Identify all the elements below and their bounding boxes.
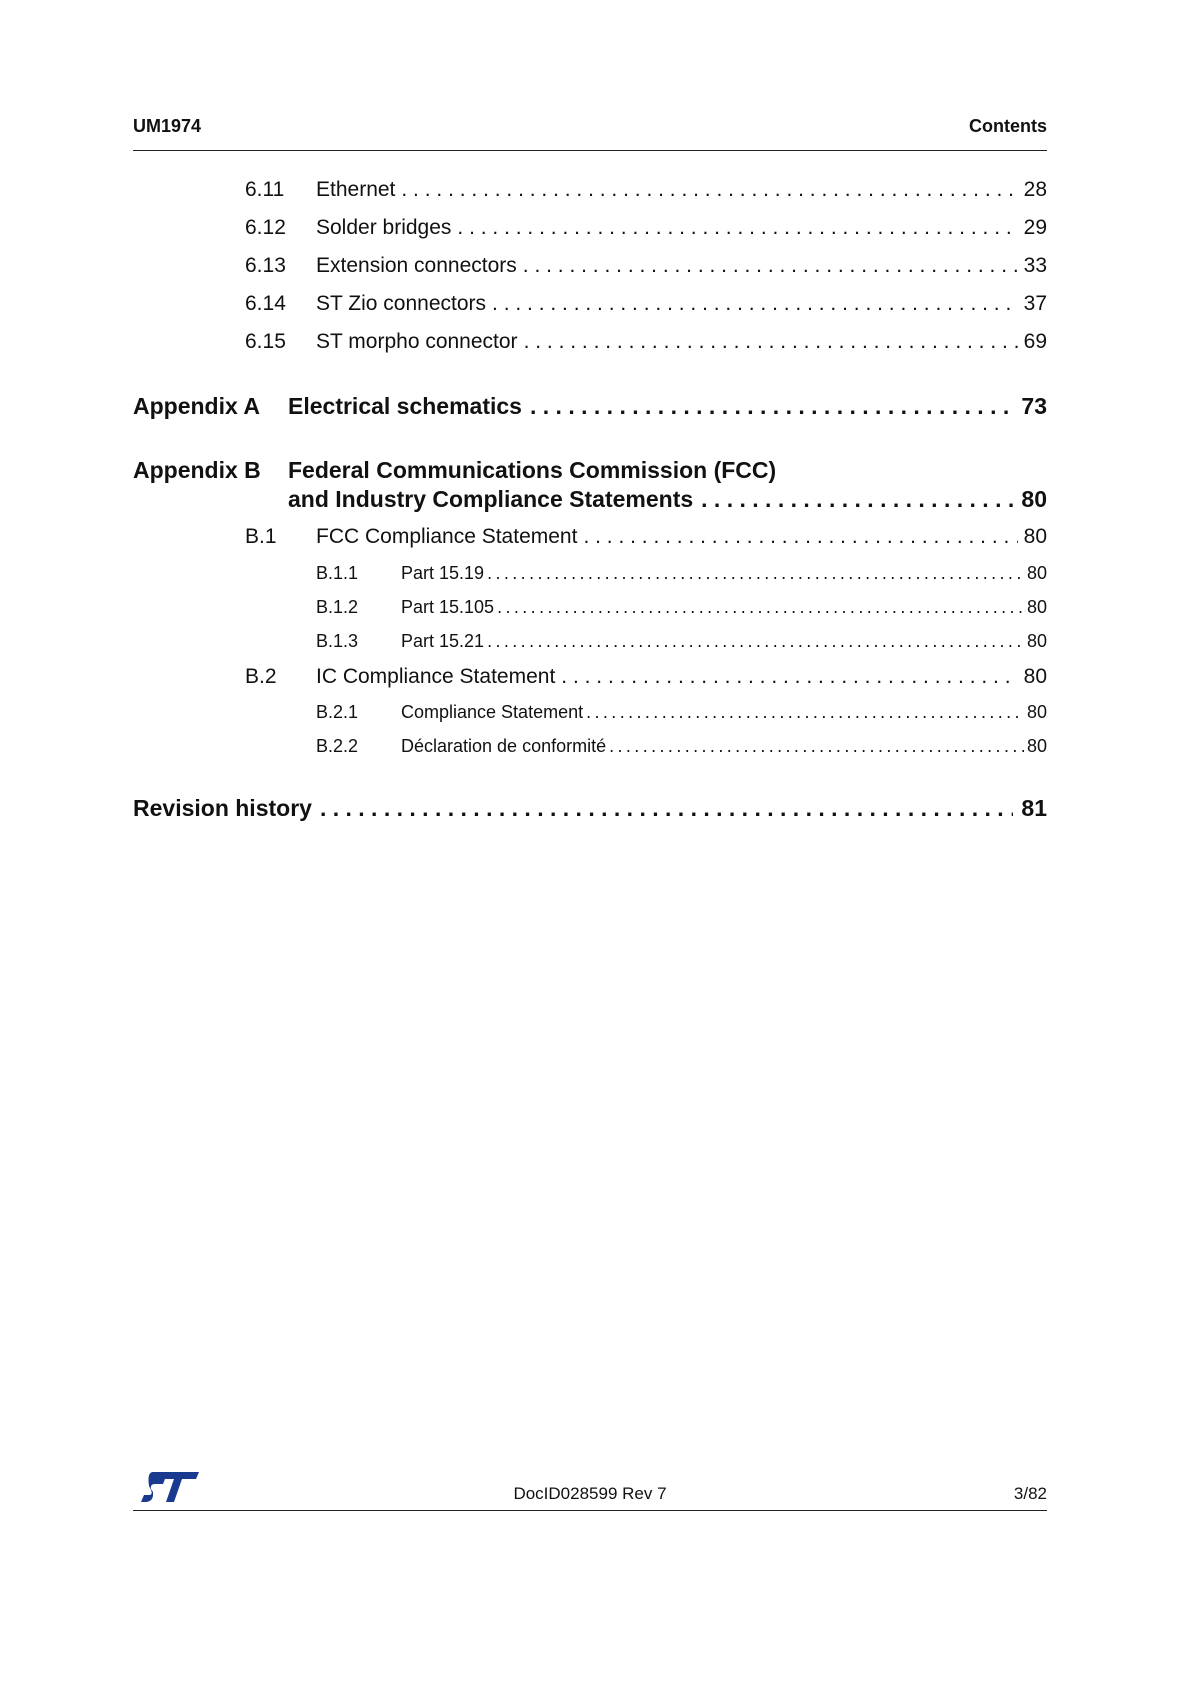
toc-leader-dots [457,216,1017,240]
toc-entry-number: 6.13 [245,254,286,277]
toc-entry-title[interactable]: Ethernet [316,178,396,201]
toc-leader-dots [492,292,1018,316]
toc-entry-title[interactable]: ST morpho connector [316,330,518,353]
toc-entry[interactable] [245,216,1047,244]
toc-subentry[interactable] [316,563,1047,587]
toc-subentry[interactable] [316,702,1047,726]
appendix-page[interactable]: 73 [1021,393,1047,419]
toc-entry[interactable] [245,178,1047,206]
revision-history-page[interactable]: 81 [1021,795,1047,821]
toc-subentry[interactable] [316,736,1047,760]
toc-entry[interactable] [245,525,1047,553]
toc-subentry-page[interactable]: 80 [1026,702,1047,722]
toc-entry-number: 6.11 [245,178,285,201]
toc-entry-number: 6.15 [245,330,286,353]
toc-leader-dots [487,563,1024,584]
toc-entry-page[interactable]: 69 [1023,330,1047,353]
appendix-page[interactable]: 80 [1021,486,1047,512]
toc-entry-number: B.2 [245,665,277,688]
toc-subentry-number: B.1.2 [316,597,359,617]
toc-subentry-title[interactable]: Compliance Statement [401,702,584,722]
toc-entry-title[interactable]: Solder bridges [316,216,452,239]
toc-subentry[interactable] [316,597,1047,621]
toc-entry-number: 6.14 [245,292,286,315]
appendix-title-line1[interactable]: Federal Communications Commission (FCC) [288,457,777,483]
toc-subentry[interactable] [316,631,1047,655]
toc-entry-page[interactable]: 80 [1023,525,1047,548]
toc-subentry-page[interactable]: 80 [1026,597,1047,617]
toc-subentry-title[interactable]: Part 15.19 [401,563,485,583]
toc-leader-dots [401,178,1017,202]
appendix-title-line2[interactable]: and Industry Compliance Statements [288,486,694,512]
toc-subentry-title[interactable]: Déclaration de conformité [401,736,607,756]
doc-code: UM1974 [133,116,202,136]
toc-leader-dots [586,702,1024,723]
page-number: 3/82 [1013,1484,1047,1503]
toc-subentry-page[interactable]: 80 [1026,631,1047,651]
toc-appendix-b-heading[interactable] [133,457,776,484]
toc-leader-dots [701,486,1013,513]
toc-entry-title[interactable]: ST Zio connectors [316,292,487,315]
toc-entry-title[interactable]: FCC Compliance Statement [316,525,578,548]
toc-subentry-title[interactable]: Part 15.105 [401,597,495,617]
toc-subentry-number: B.1.3 [316,631,359,651]
toc-entry-page[interactable]: 80 [1023,665,1047,688]
appendix-label: Appendix A [133,393,260,419]
toc-entry-page[interactable]: 29 [1023,216,1047,239]
toc-entry[interactable] [245,254,1047,282]
toc-leader-dots [530,393,1013,420]
doc-id: DocID028599 Rev 7 [513,1484,667,1503]
page-header [133,116,1047,151]
toc-subentry-page[interactable]: 80 [1026,563,1047,583]
toc-entry-title[interactable]: IC Compliance Statement [316,665,556,688]
toc-entry[interactable] [245,665,1047,693]
toc-entry-number: B.1 [245,525,277,548]
toc-subentry-number: B.1.1 [316,563,359,583]
toc-leader-dots [524,330,1018,354]
toc-leader-dots [487,631,1024,652]
toc-appendix-b[interactable] [288,486,1047,516]
toc-appendix-a[interactable] [133,393,1047,423]
toc-entry[interactable] [245,292,1047,320]
toc-entry-number: 6.12 [245,216,286,239]
toc-subentry-page[interactable]: 80 [1026,736,1047,756]
toc-leader-dots [561,665,1017,689]
header-section-title: Contents [969,116,1047,136]
toc-entry-page[interactable]: 28 [1023,178,1047,201]
toc-entry-page[interactable]: 37 [1023,292,1047,315]
appendix-title[interactable]: Electrical schematics [288,393,522,419]
appendix-label: Appendix B [133,457,261,483]
toc-leader-dots [583,525,1017,549]
toc-subentry-number: B.2.1 [316,702,359,722]
toc-entry-title[interactable]: Extension connectors [316,254,517,277]
toc-leader-dots [523,254,1018,278]
toc-leader-dots [497,597,1024,618]
toc-leader-dots [320,795,1013,822]
toc-entry-page[interactable]: 33 [1023,254,1047,277]
revision-history-title[interactable]: Revision history [133,795,312,821]
toc-revision-history[interactable] [133,795,1047,825]
toc-leader-dots [609,736,1024,757]
toc-entry[interactable] [245,330,1047,358]
page-footer [133,1470,1047,1511]
toc-subentry-number: B.2.2 [316,736,359,756]
toc-subentry-title[interactable]: Part 15.21 [401,631,485,651]
